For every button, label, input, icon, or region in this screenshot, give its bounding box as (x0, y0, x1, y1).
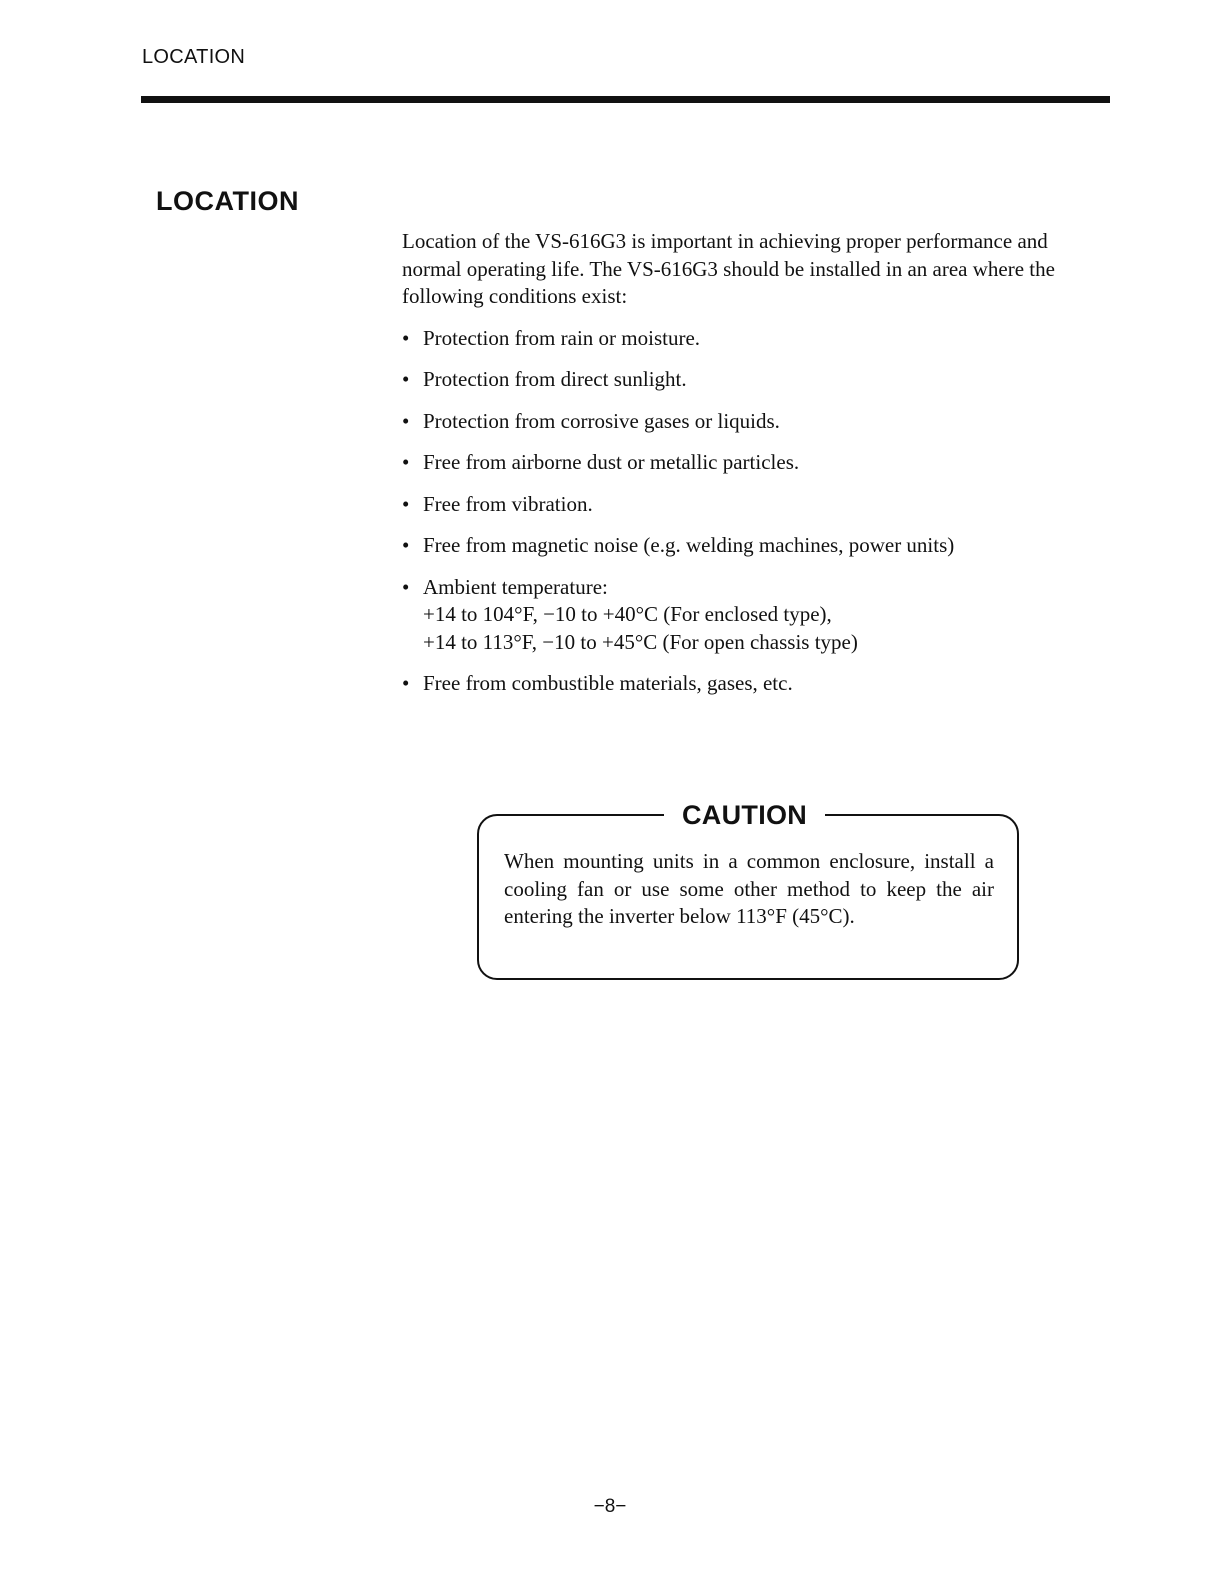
running-header: LOCATION (142, 46, 246, 68)
list-item (402, 366, 1102, 394)
condition-text: Free from magnetic noise (e.g. welding machines, power units) (423, 533, 955, 557)
intro-paragraph: Location of the VS-616G3 is important in achieving proper performance and normal operating life. The VS-616G3 should be installed in an area where the following conditions exist: (402, 229, 1055, 308)
list-item (402, 408, 1102, 436)
ambient-enclosed-range: +14 to 104°F, −10 to +40°C (For enclosed type), (423, 602, 832, 626)
conditions-list (402, 325, 1102, 698)
list-item (402, 325, 1102, 353)
bullet-icon: • (402, 574, 410, 599)
bullet-icon: • (402, 491, 410, 516)
condition-text: Protection from corrosive gases or liquids. (423, 408, 780, 433)
page-number: −8− (593, 1496, 627, 1517)
list-item (402, 670, 1102, 698)
caution-box (477, 800, 1019, 980)
bullet-icon: • (402, 450, 410, 474)
caution-title: CAUTION (664, 799, 825, 831)
bullet-icon: • (402, 325, 410, 350)
header-rule (141, 96, 1110, 103)
condition-text: Free from airborne dust or metallic particles. (423, 450, 800, 474)
caution-text: When mounting units in a common enclosure, install a cooling fan or use some other method to keep the air entering the inverter below 113°F (45°C). (504, 849, 994, 928)
section-title: LOCATION (156, 186, 299, 216)
bullet-icon: • (402, 671, 410, 695)
condition-text: Free from vibration. (423, 491, 593, 516)
condition-text: Protection from direct sunlight. (423, 367, 687, 391)
list-item-ambient-temperature (402, 574, 1102, 657)
body-column (402, 228, 1102, 712)
condition-text: Protection from rain or moisture. (423, 325, 701, 350)
ambient-label: Ambient temperature: (423, 574, 608, 599)
list-item (402, 532, 1102, 560)
bullet-icon: • (402, 408, 410, 433)
ambient-open-chassis-range: +14 to 113°F, −10 to +45°C (For open chassis type) (423, 629, 858, 654)
bullet-icon: • (402, 367, 410, 391)
bullet-icon: • (402, 533, 410, 557)
list-item (402, 449, 1102, 477)
condition-text: Free from combustible materials, gases, etc. (423, 671, 793, 695)
list-item (402, 491, 1102, 519)
